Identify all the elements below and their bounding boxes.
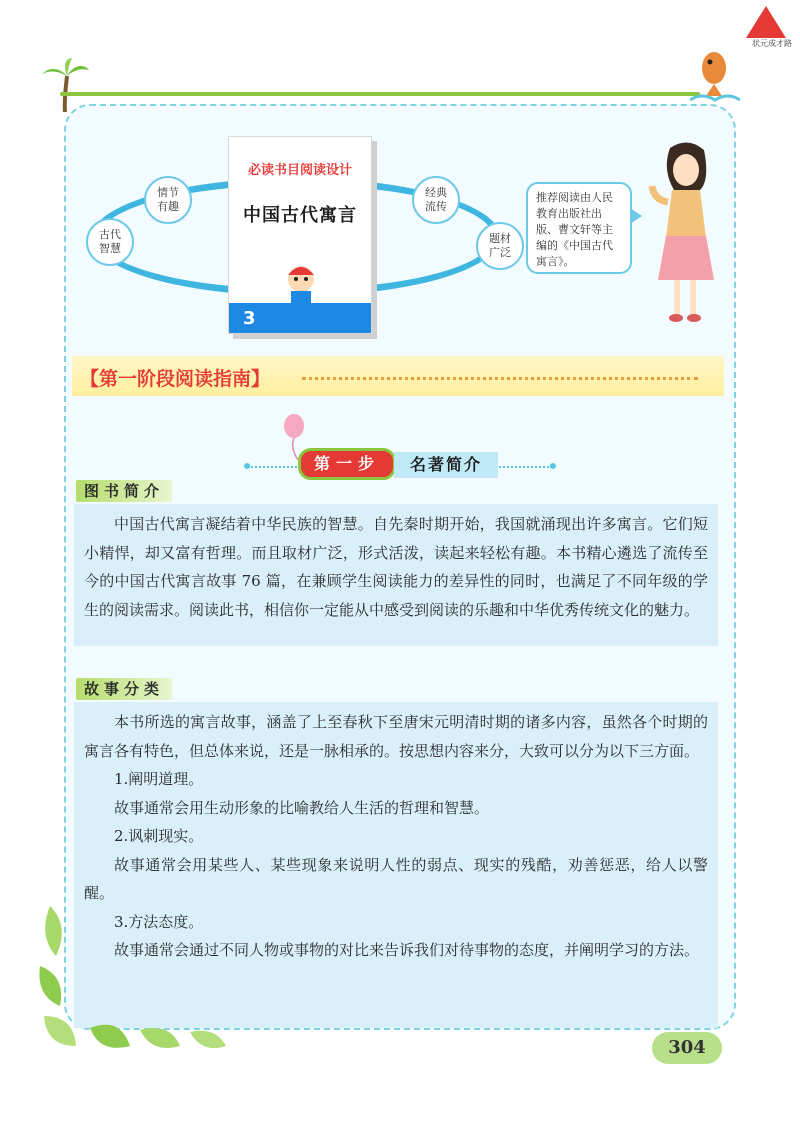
book-intro-box xyxy=(74,504,718,646)
categories-intro: 本书所选的寓言故事，涵盖了上至春秋下至唐宋元明清时期的诸多内容，虽然各个时期的寓言各有特色，但总体来说，还是一脉相承的。按思想内容来分，大致可以分为以下三方面。 xyxy=(84,713,708,760)
bubble-wide-topics: 题材广泛 xyxy=(476,222,524,270)
book-intro-paragraph: 中国古代寓言凝结着中华民族的智慧。自先秦时期开始，我国就涌现出许多寓言。它们短小精悍，却又富有哲理。而且取材广泛，形式活泼，读起来轻松有趣。本书精心遴选了流传至今的中国古代寓言故事 76 篇，在兼顾学生阅读能力的差异性的同时，也满足了不同年级的学生的阅读需求。阅读此书，相信你一定能从中感受到阅读的乐趣和中华优秀传统文化的魅力。 xyxy=(84,515,708,619)
category-2-title: 2.讽刺现实。 xyxy=(114,827,204,845)
section-title: 故事分类 xyxy=(76,678,172,700)
bubble-interesting-plot: 情节有趣 xyxy=(144,176,192,224)
bubble-ancient-wisdom: 古代智慧 xyxy=(86,218,134,266)
category-3-title: 3.方法态度。 xyxy=(114,912,204,931)
speech-bubble: 推荐阅读由人民教育出版社出版、曹文轩等主编的《中国古代寓言》。 xyxy=(526,182,632,274)
top-rule xyxy=(60,92,700,96)
section-header-story-categories xyxy=(76,678,172,699)
book-cover xyxy=(228,136,372,334)
page-number: 304 xyxy=(652,1032,722,1064)
leaves-icon xyxy=(30,896,230,1060)
book-grade: 3 xyxy=(243,308,256,329)
fish-icon xyxy=(690,48,740,106)
teacher-illustration xyxy=(648,140,724,328)
stage-title: 【第一阶段阅读指南】 xyxy=(80,368,271,390)
category-2-desc: 故事通常会用某些人、某些现象来说明人性的弱点、现实的残酷，劝善惩恶，给人以警醒。 xyxy=(84,855,708,902)
category-3-desc: 故事通常会通过不同人物或事物的对比来告诉我们对待事物的态度，并阐明学习的方法。 xyxy=(114,941,700,959)
book-title: 中国古代寓言 xyxy=(243,205,357,226)
logo-icon xyxy=(746,6,786,38)
category-1-desc: 故事通常会用生动形象的比喻教给人生活的哲理和智慧。 xyxy=(114,798,490,817)
stage-dotted-line xyxy=(302,377,698,380)
logo-text: 状元成才路 xyxy=(752,39,792,48)
bubble-classic: 经典流传 xyxy=(412,176,460,224)
mascot-icon xyxy=(279,263,323,307)
category-1-title: 1.阐明道理。 xyxy=(114,770,204,788)
step-label: 第一步 xyxy=(298,448,396,480)
section-header-book-intro xyxy=(76,480,172,501)
step-dot-left xyxy=(244,463,250,469)
step-dot-right xyxy=(550,463,556,469)
section-title: 图书简介 xyxy=(76,480,172,502)
step-name: 名著简介 xyxy=(394,452,498,478)
book-series: 必读书目阅读设计 xyxy=(247,163,352,178)
